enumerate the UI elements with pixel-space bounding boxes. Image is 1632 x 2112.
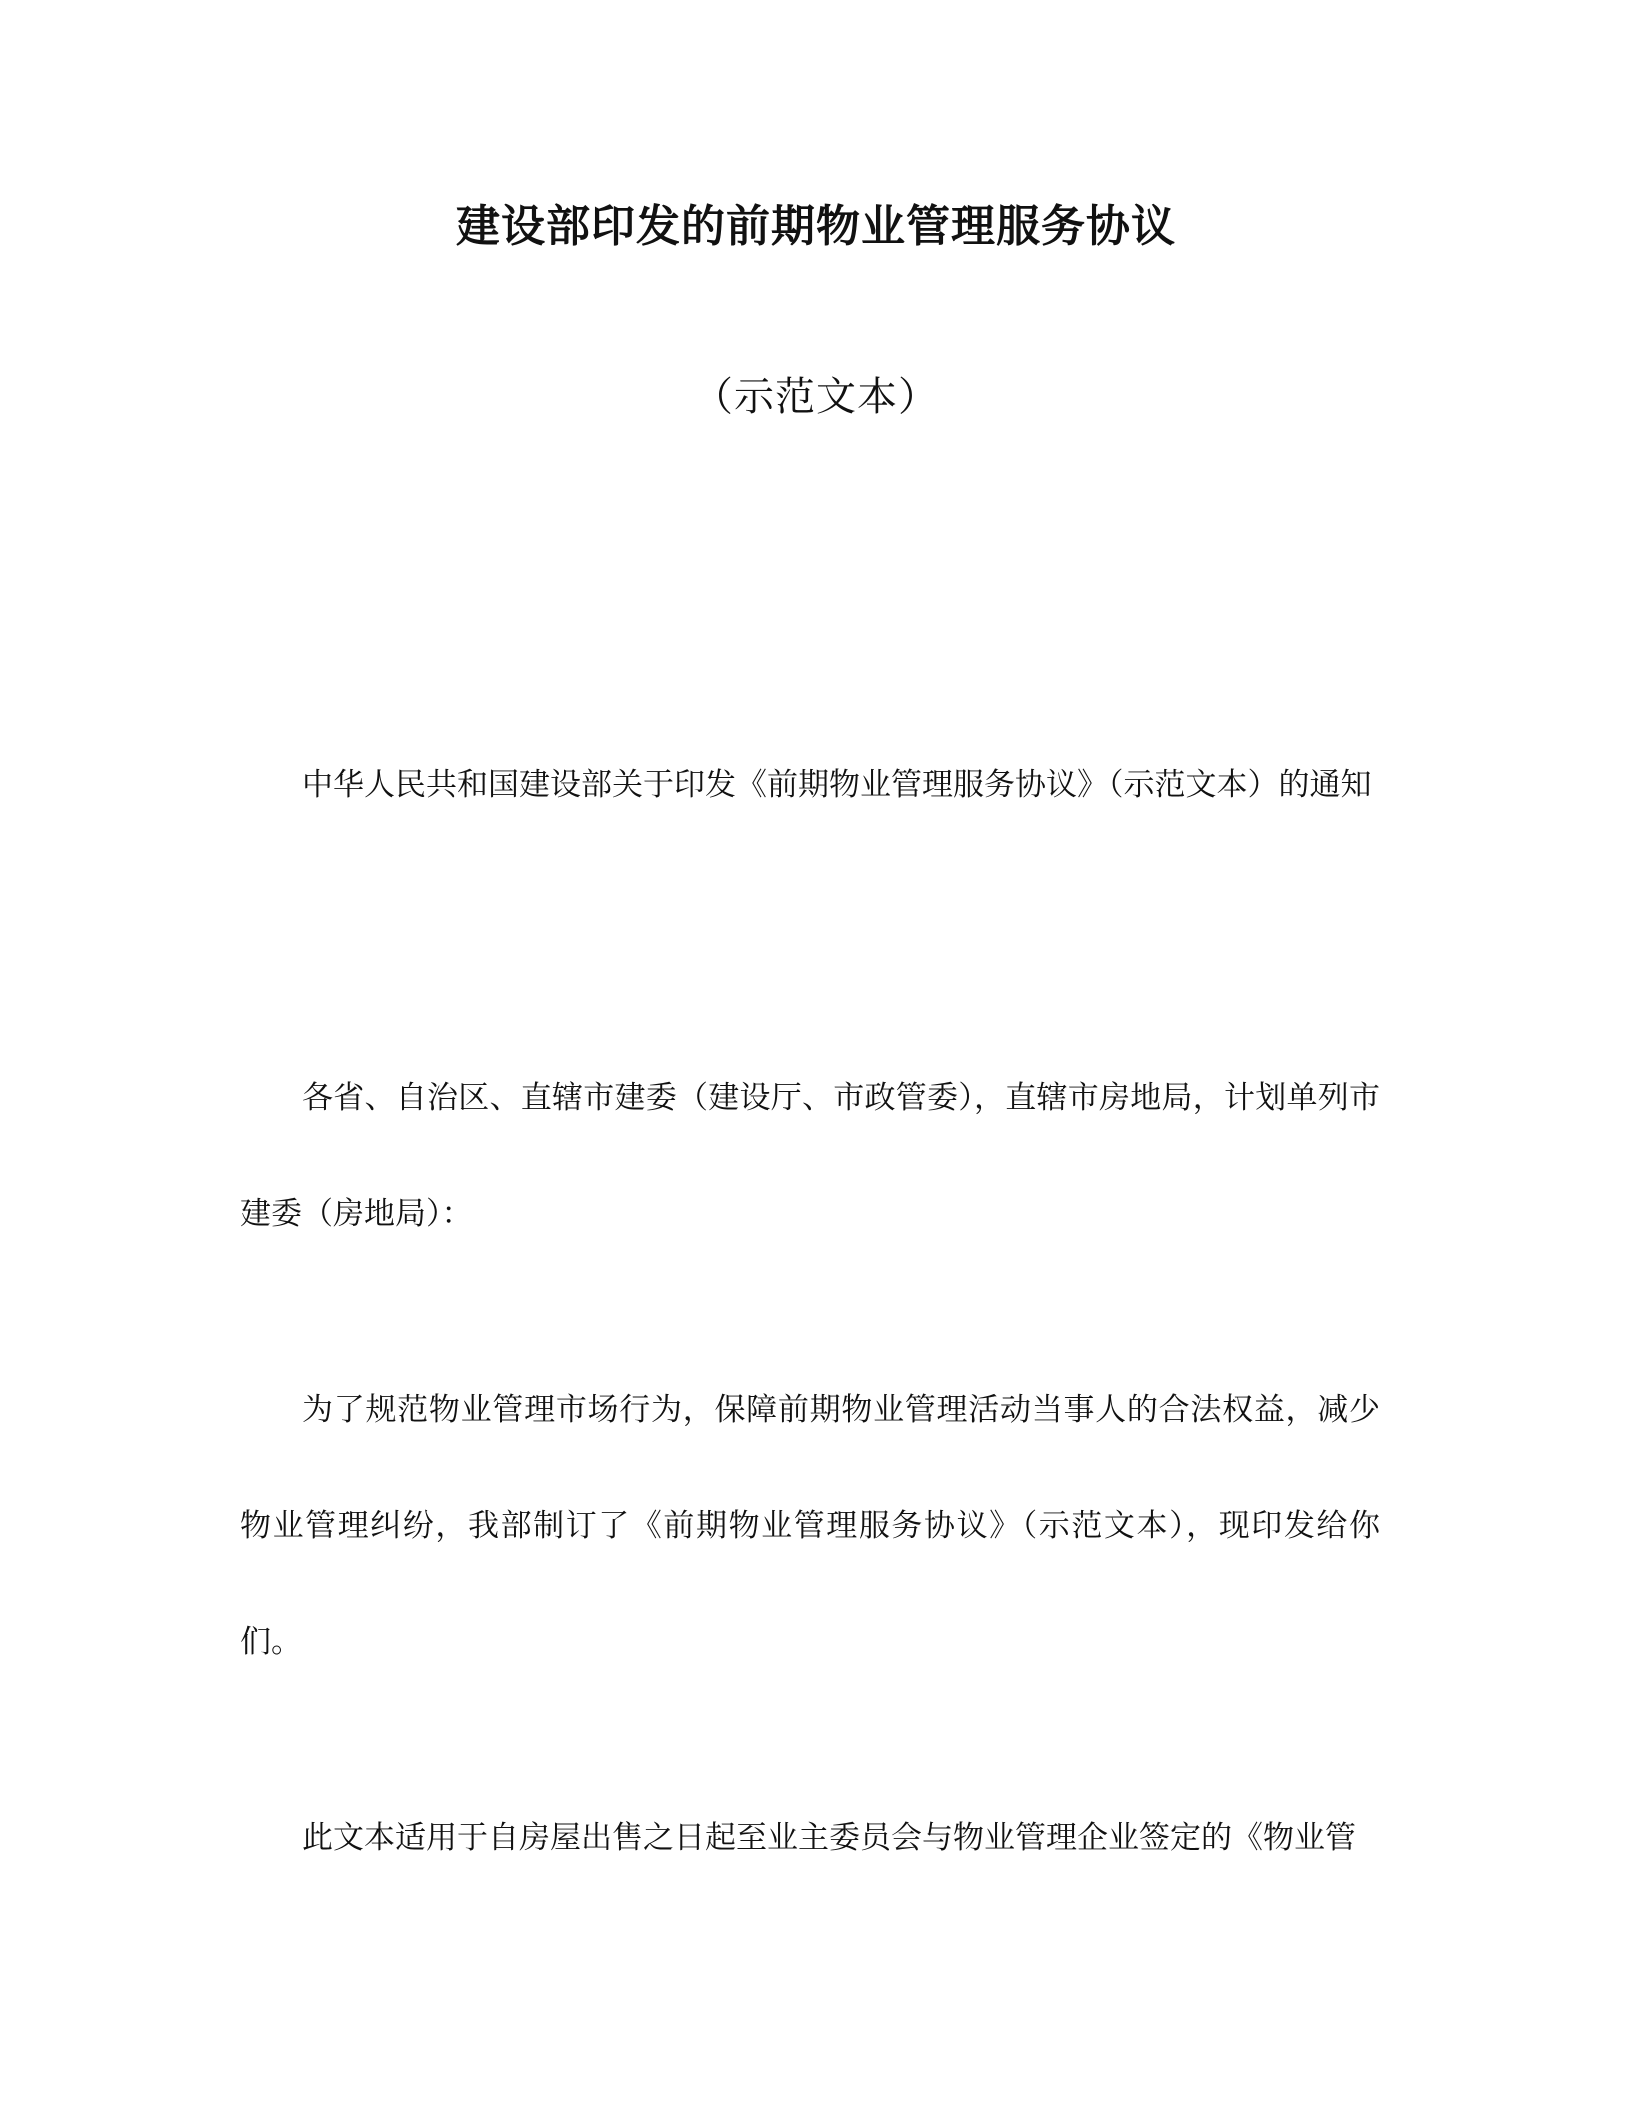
paragraph-addressees: 各省、自治区、直辖市建委（建设厅、市政管委），直辖市房地局，计划单列市建委（房地局）：	[240, 1080, 1380, 1232]
document-subtitle: （示范文本）	[693, 374, 939, 420]
document-title: 建设部印发的前期物业管理服务协议	[456, 201, 1176, 252]
paragraph-scope: 此文本适用于自房屋出售之日起至业主委员会与物业管理企业签定的《物业管	[302, 1820, 1356, 1856]
paragraph-notice-heading: 中华人民共和国建设部关于印发《前期物业管理服务协议》（示范文本）的通知	[302, 767, 1372, 803]
paragraph-purpose: 为了规范物业管理市场行为，保障前期物业管理活动当事人的合法权益，减少物业管理纠纷，我部制订了《前期物业管理服务协议》（示范文本），现印发给你们。	[240, 1392, 1380, 1660]
